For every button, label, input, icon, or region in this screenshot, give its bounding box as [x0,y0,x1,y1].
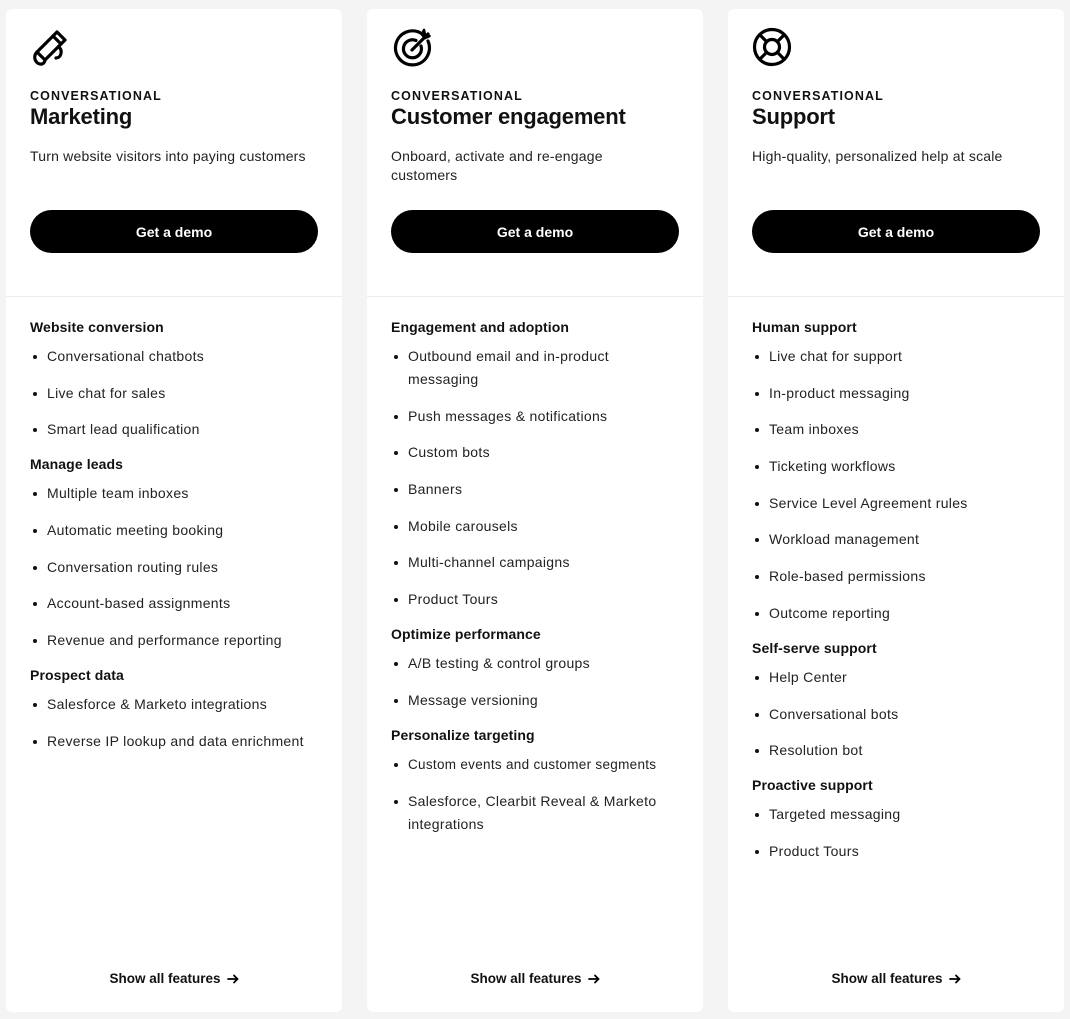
feature-groups [30,318,328,767]
feature-group-title: Human support [752,319,857,335]
feature-item: Push messages & notifications [391,405,689,428]
card-divider [367,296,703,297]
feature-group-title: Website conversion [30,319,164,335]
feature-group [752,639,1050,762]
feature-item: Custom bots [391,441,689,464]
card-eyebrow: CONVERSATIONAL [752,89,884,103]
feature-item: Custom events and customer segments [391,753,689,776]
feature-item: Message versioning [391,689,689,712]
feature-list [752,803,1050,863]
feature-group [752,318,1050,625]
show-all-features-link[interactable] [367,969,703,989]
card-eyebrow: CONVERSATIONAL [30,89,162,103]
feature-item: Salesforce & Marketo integrations [30,693,328,716]
feature-item: Help Center [752,666,1050,689]
feature-group [391,625,689,712]
feature-list [30,482,328,652]
feature-item: Service Level Agreement rules [752,492,1050,515]
get-demo-button[interactable]: Get a demo [752,210,1040,253]
feature-item: Live chat for sales [30,382,328,405]
card-divider [6,296,342,297]
card-header [752,9,1040,297]
get-demo-button[interactable]: Get a demo [30,210,318,253]
feature-item: Mobile carousels [391,515,689,538]
feature-group-title: Prospect data [30,667,124,684]
feature-list [752,666,1050,762]
feature-group-title: Proactive support [752,777,873,794]
feature-item: Targeted messaging [752,803,1050,826]
arrow-right-icon [588,974,600,984]
magnet-icon [30,25,74,69]
card-description: Turn website visitors into paying customers [30,148,306,164]
feature-item: Ticketing workflows [752,455,1050,478]
lifebuoy-icon [752,25,796,69]
feature-item: In-product messaging [752,382,1050,405]
feature-item: Automatic meeting booking [30,519,328,542]
feature-group [30,318,328,441]
feature-group-title: Self-serve support [752,639,877,656]
feature-item: A/B testing & control groups [391,652,689,675]
card-header [391,9,679,297]
card-eyebrow: CONVERSATIONAL [391,89,523,103]
feature-list [391,753,689,836]
feature-item: Revenue and performance reporting [30,629,328,652]
feature-item: Live chat for support [752,345,1050,368]
target-icon [391,25,435,69]
show-all-label: Show all features [831,971,943,986]
feature-group-title: Personalize targeting [391,726,535,743]
feature-item: Multiple team inboxes [30,482,328,505]
feature-item: Outbound email and in-product messaging [391,345,689,391]
feature-list [30,345,328,441]
support-card [728,9,1064,1012]
feature-item: Conversation routing rules [30,556,328,579]
feature-list [391,652,689,712]
arrow-right-icon [227,974,239,984]
feature-group [30,666,328,753]
show-all-label: Show all features [470,971,582,986]
feature-item: Conversational bots [752,703,1050,726]
marketing-card [6,9,342,1012]
get-demo-button[interactable]: Get a demo [391,210,679,253]
feature-list [30,693,328,753]
feature-item: Team inboxes [752,418,1050,441]
card-divider [728,296,1064,297]
feature-groups [391,318,689,850]
feature-group-title: Engagement and adoption [391,319,570,335]
feature-item: Banners [391,478,689,501]
card-title: Support [752,104,835,129]
feature-item: Multi-channel campaigns [391,551,689,574]
feature-item: Role-based permissions [752,565,1050,588]
feature-group [752,776,1050,863]
feature-list [391,345,689,611]
feature-item: Account-based assignments [30,592,328,615]
feature-item: Outcome reporting [752,602,1050,625]
feature-item: Conversational chatbots [30,345,328,368]
feature-group-title: Manage leads [30,456,124,473]
feature-group [391,318,689,611]
arrow-right-icon [949,974,961,984]
feature-item: Reverse IP lookup and data enrichment [30,730,328,753]
feature-groups [752,318,1050,877]
feature-item: Product Tours [391,588,689,611]
feature-list [752,345,1050,625]
card-header [30,9,318,297]
feature-item: Product Tours [752,840,1050,863]
feature-item: Smart lead qualification [30,418,328,441]
show-all-label: Show all features [109,971,221,986]
feature-item: Salesforce, Clearbit Reveal & Marketo integrations [391,790,689,836]
feature-group-title: Optimize performance [391,626,541,643]
customer-engagement-card [367,9,703,1012]
feature-group [30,455,328,652]
card-description: Onboard, activate and re-engage customers [391,148,603,183]
show-all-features-link[interactable] [728,969,1064,989]
card-title: Customer engagement [391,104,626,129]
card-title: Marketing [30,104,133,129]
show-all-features-link[interactable] [6,969,342,989]
feature-item: Workload management [752,528,1050,551]
card-description: High-quality, personalized help at scale [752,148,1003,164]
feature-group [391,726,689,836]
feature-item: Resolution bot [752,739,1050,762]
